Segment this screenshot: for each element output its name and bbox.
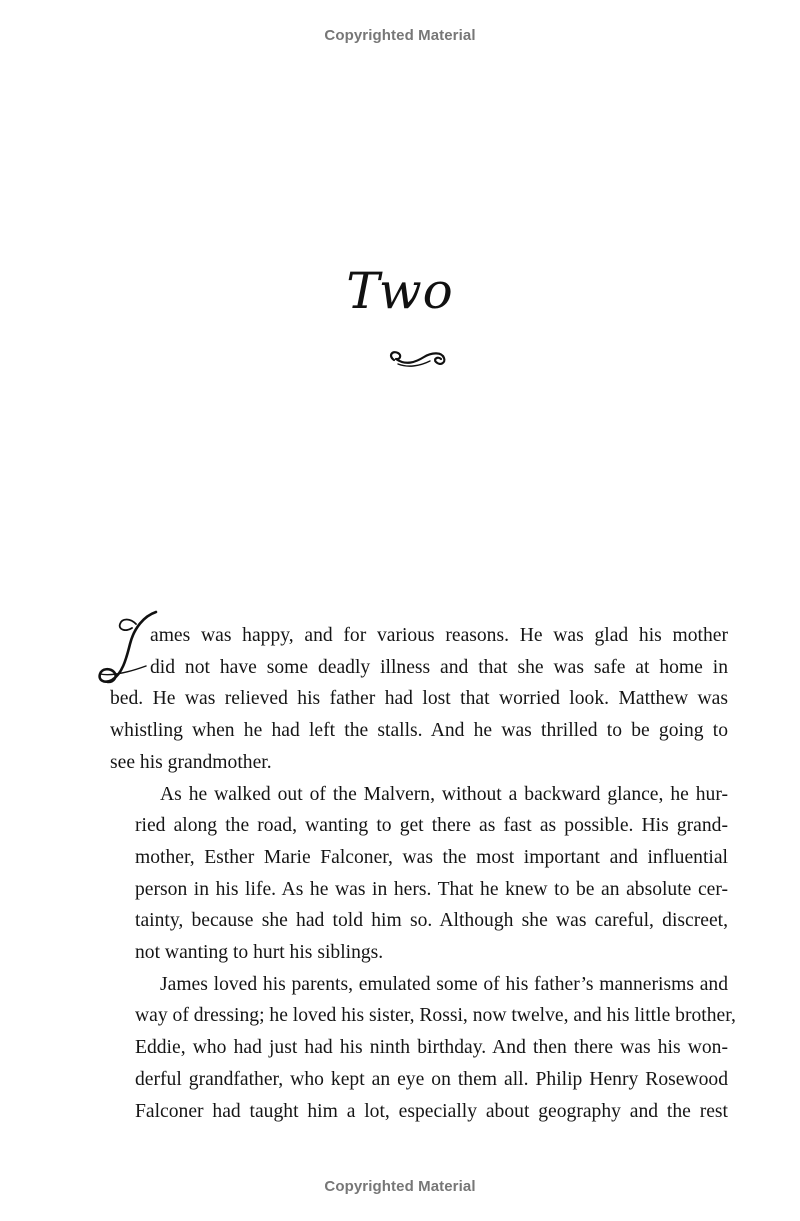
text-line: mother, Esther Marie Falconer, was the most important and influential — [135, 846, 728, 868]
chapter-body — [110, 620, 736, 1127]
copyright-watermark-top: Copyrighted Material — [324, 27, 476, 44]
text-line: ried along the road, wanting to get there as fast as possible. His grand- — [135, 815, 728, 837]
dropcap-j-letter — [96, 610, 160, 690]
paragraph-1 — [110, 620, 728, 779]
text-line: As he walked out of the Malvern, without a backward glance, he hur- — [160, 783, 728, 805]
text-line: way of dressing; he loved his sister, Rossi, now twelve, and his little brother, — [135, 1005, 736, 1027]
text-line: not wanting to hurt his siblings. — [135, 942, 384, 964]
text-line: bed. He was relieved his father had lost that worried look. Matthew was — [110, 688, 728, 710]
text-line: tainty, because she had told him so. Although she was careful, discreet, — [135, 910, 728, 932]
text-line: Falconer had taught him a lot, especially about geography and the rest — [135, 1100, 728, 1122]
flourish-ornament-icon — [386, 346, 450, 372]
copyright-watermark-bottom: Copyrighted Material — [324, 1178, 476, 1195]
paragraph-2 — [110, 779, 728, 969]
text-line: Eddie, who had just had his ninth birthday. And then there was his won- — [135, 1037, 728, 1059]
text-line: derful grandfather, who kept an eye on them all. Philip Henry Rosewood — [135, 1068, 728, 1090]
text-line: did not have some deadly illness and that she was safe at home in — [150, 656, 728, 678]
text-line: see his grandmother. — [110, 751, 272, 773]
paragraph-3 — [110, 969, 736, 1128]
text-line: whistling when he had left the stalls. And he was thrilled to be going to — [110, 720, 728, 742]
chapter-title: Two — [346, 262, 454, 320]
text-line: ames was happy, and for various reasons. He was glad his mother — [150, 625, 728, 646]
text-line: person in his life. As he was in hers. That he knew to be an absolute cer- — [135, 878, 728, 900]
text-line: James loved his parents, emulated some of his father’s mannerisms and — [160, 973, 728, 995]
